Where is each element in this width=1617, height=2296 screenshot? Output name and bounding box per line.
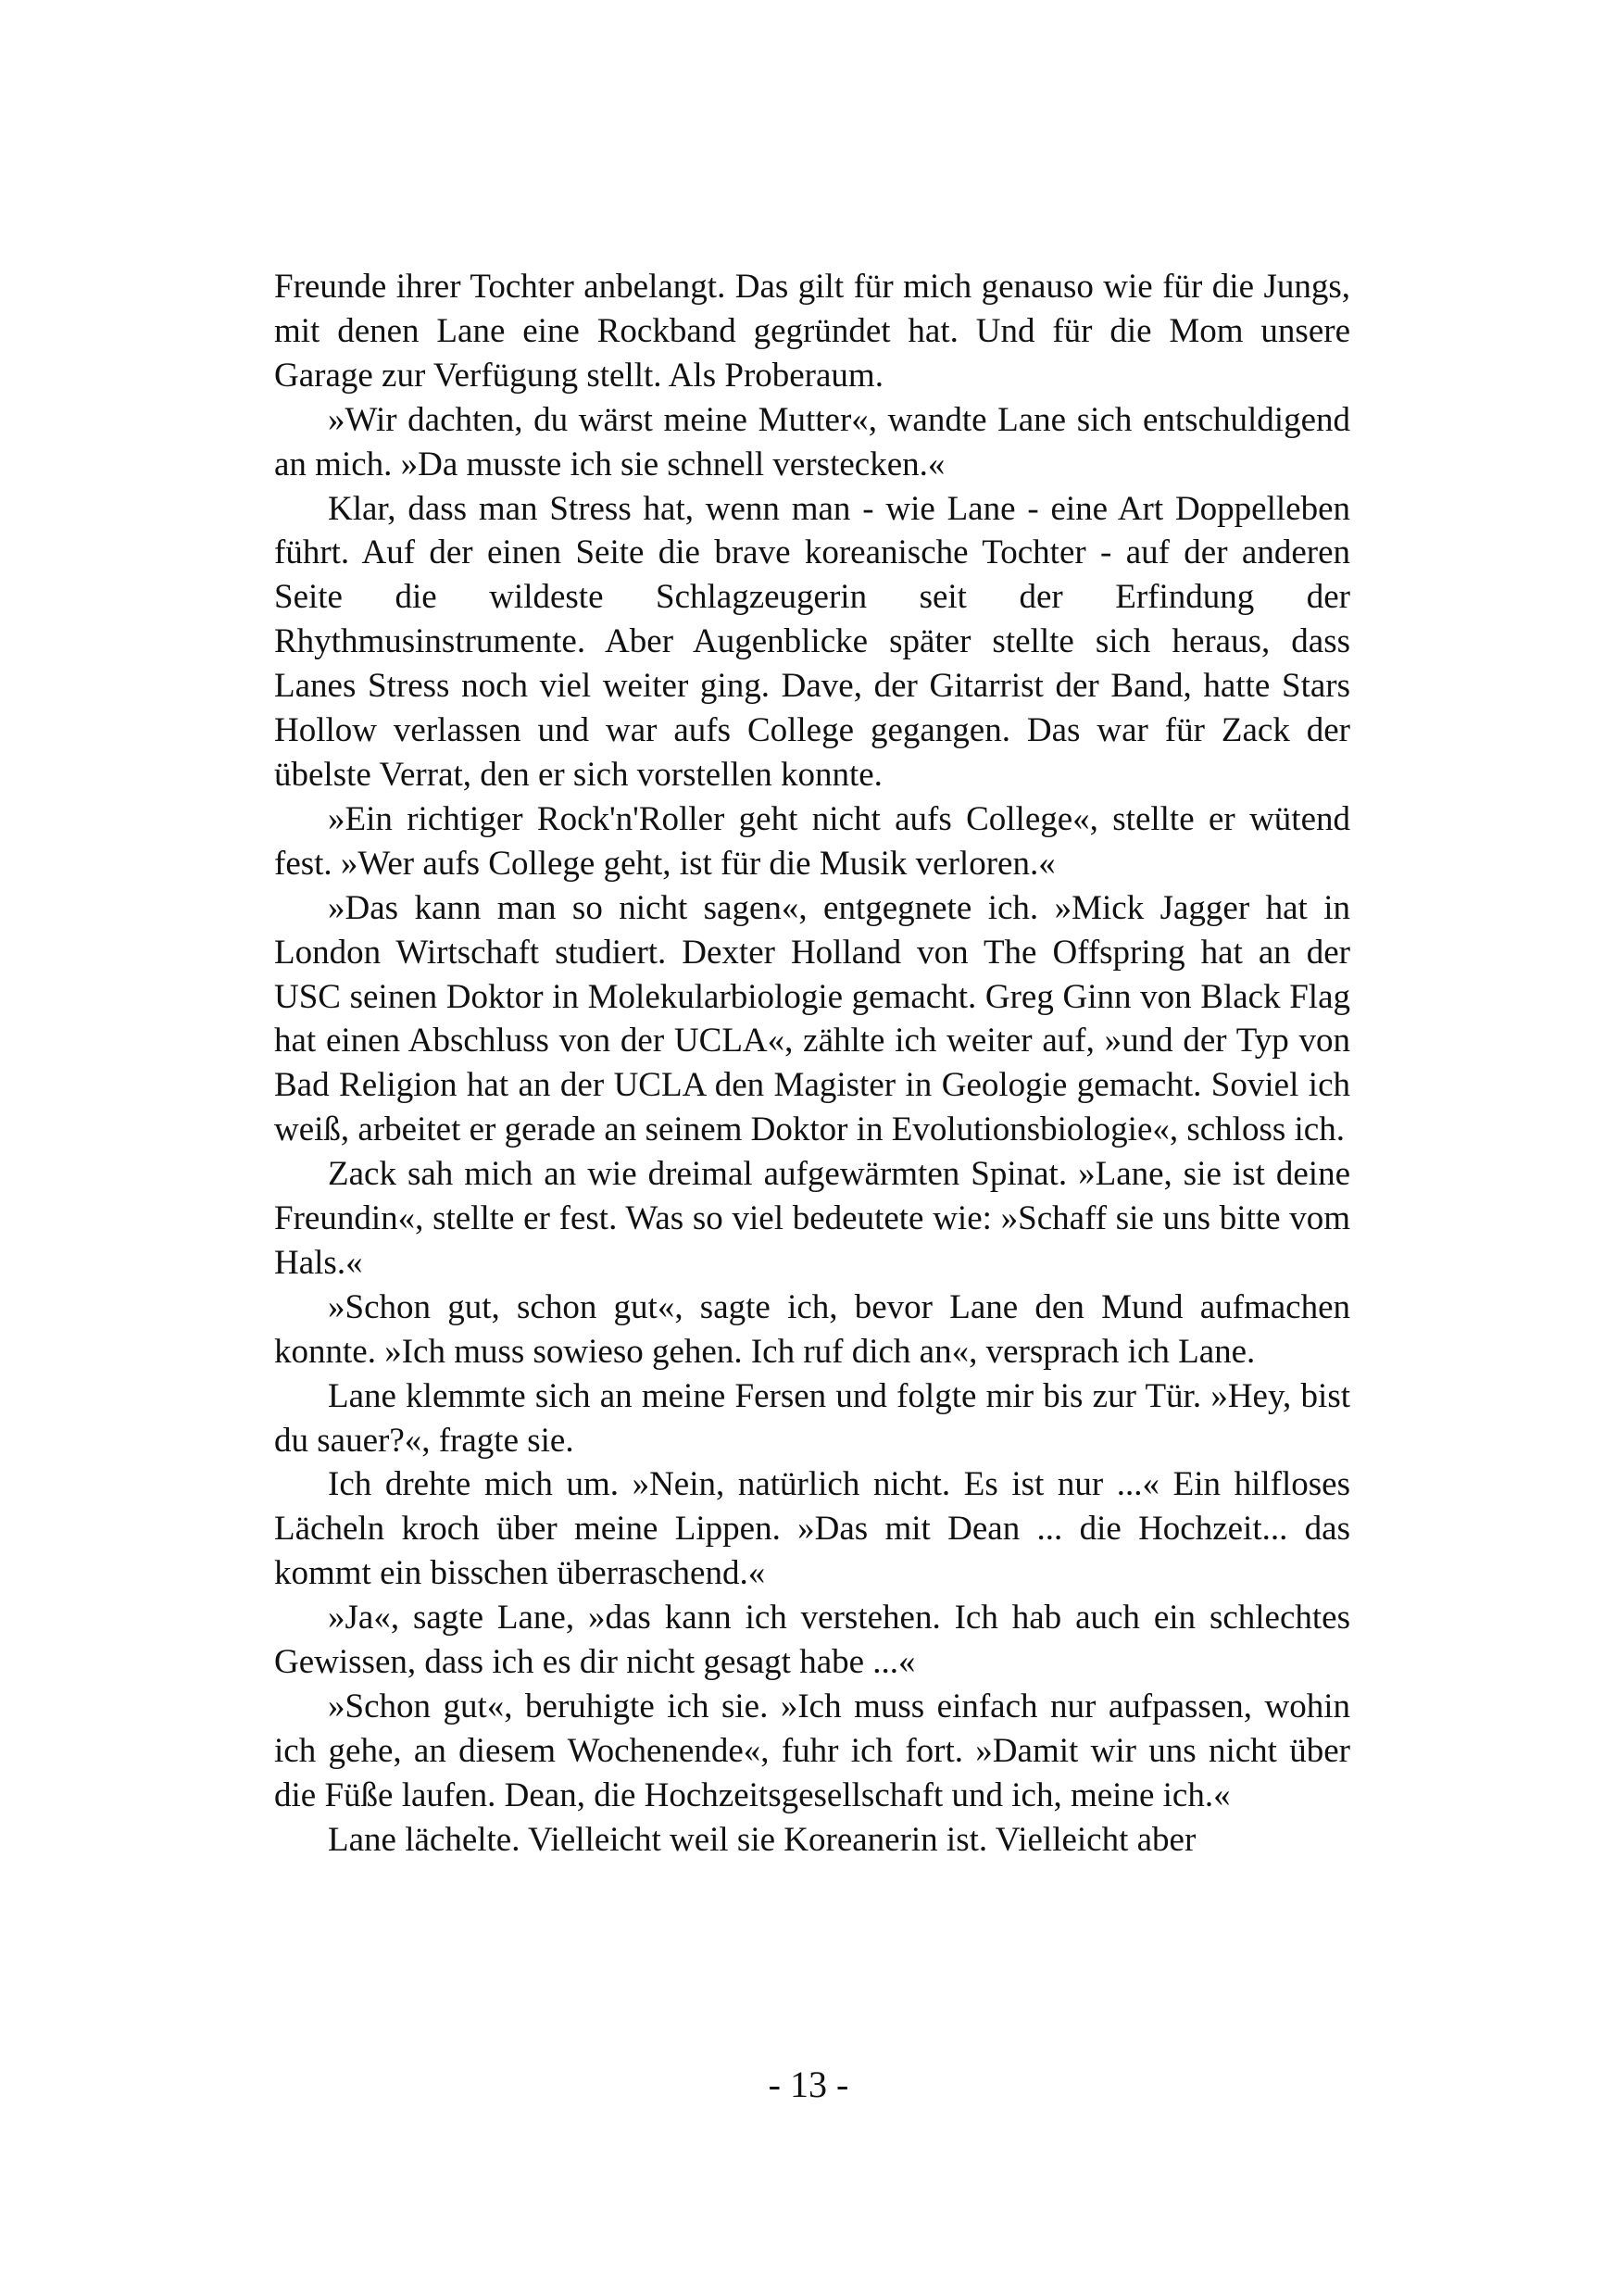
paragraph: »Schon gut«, beruhigte ich sie. »Ich muss einfach nur aufpassen, wohin ich gehe, an diesem Wochenende«, fuhr ich fort. »Damit wir uns nicht über die Füße laufen. Dean, die Hochzeitsgesellschaft und ich, meine ich.«	[274, 1687, 1350, 1814]
paragraph: »Wir dachten, du wärst meine Mutter«, wandte Lane sich entschuldigend an mich. »Da musste ich sie schnell verstecken.«	[274, 400, 1350, 483]
page-number: - 13 -	[768, 2064, 849, 2105]
paragraph: »Ja«, sagte Lane, »das kann ich verstehen. Ich hab auch ein schlechtes Gewissen, dass ich es dir nicht gesagt habe ...«	[274, 1599, 1350, 1682]
paragraph: »Ein richtiger Rock'n'Roller geht nicht aufs College«, stellte er wütend fest. »Wer aufs College geht, ist für die Musik verloren.«	[274, 799, 1350, 883]
body-text	[274, 265, 1350, 1863]
paragraph-continuation: Freunde ihrer Tochter anbelangt. Das gilt für mich genauso wie für die Jungs, mit denen Lane eine Rockband gegründet hat. Und für die Mom unsere Garage zur Verfügung stellt. Als Proberaum.	[274, 268, 1350, 395]
paragraph: Lane klemmte sich an meine Fersen und folgte mir bis zur Tür. »Hey, bist du sauer?«, fragte sie.	[274, 1376, 1350, 1460]
paragraph: »Das kann man so nicht sagen«, entgegnete ich. »Mick Jagger hat in London Wirtschaft studiert. Dexter Holland von The Offspring hat an der USC seinen Doktor in Molekularbiologie gemacht. Greg Ginn von Black Flag hat einen Abschluss von der UCLA«, zählte ich weiter auf, »und der Typ von Bad Religion hat an der UCLA den Magister in Geologie gemacht. Soviel ich weiß, arbeitet er gerade an seinem Doktor in Evolutionsbiologie«, schloss ich.	[274, 888, 1350, 1149]
paragraph: Ich drehte mich um. »Nein, natürlich nicht. Es ist nur ...« Ein hilfloses Lächeln kroch über meine Lippen. »Das mit Dean ... die Hochzeit... das kommt ein bisschen überraschend.«	[274, 1465, 1350, 1593]
paragraph-last: Lane lächelte. Vielleicht weil sie Koreanerin ist. Vielleicht aber	[328, 1820, 1197, 1859]
paragraph: Zack sah mich an wie dreimal aufgewärmten Spinat. »Lane, sie ist deine Freundin«, stellte er fest. Was so viel bedeutete wie: »Schaff sie uns bitte vom Hals.«	[274, 1155, 1350, 1282]
paragraph: »Schon gut, schon gut«, sagte ich, bevor Lane den Mund aufmachen konnte. »Ich muss sowieso gehen. Ich ruf dich an«, versprach ich Lane.	[274, 1287, 1350, 1371]
paragraph: Klar, dass man Stress hat, wenn man - wie Lane - eine Art Doppelleben führt. Auf der einen Seite die brave koreanische Tochter - auf der anderen Seite die wildeste Schlagzeugerin seit der Erfindung der Rhythmusinstrumente. Aber Augenblicke später stellte sich heraus, dass Lanes Stress noch viel weiter ging. Dave, der Gitarrist der Band, hatte Stars Hollow verlassen und war aufs College gegangen. Das war für Zack der übelste Verrat, den er sich vorstellen konnte.	[274, 489, 1350, 794]
